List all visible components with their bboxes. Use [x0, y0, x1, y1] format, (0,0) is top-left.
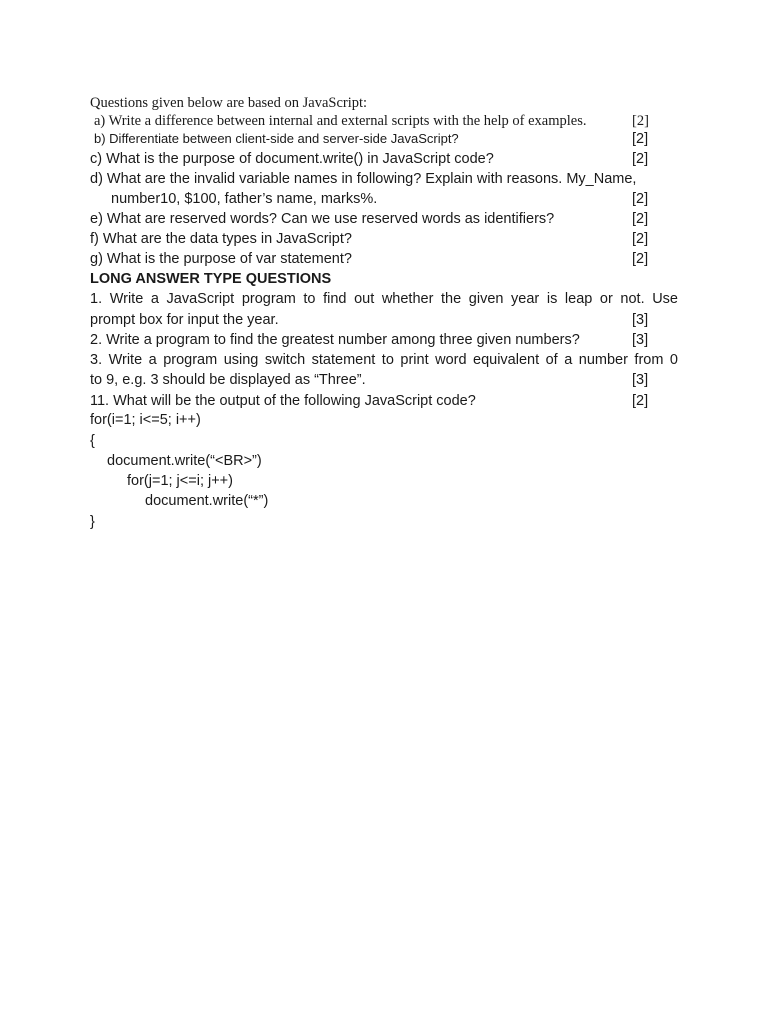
marks-a: [2] [632, 113, 649, 129]
question-c: c) What is the purpose of document.write() in JavaScript code? [90, 151, 494, 167]
marks-long-3: [3] [632, 372, 649, 388]
marks-c: [2] [632, 151, 649, 167]
marks-f: [2] [632, 231, 649, 247]
marks-b: [2] [632, 131, 649, 147]
code-line-4: for(j=1; j<=i; j++) [127, 473, 233, 489]
section-heading: LONG ANSWER TYPE QUESTIONS [90, 271, 332, 287]
long-question-2: 2. Write a program to find the greatest number among three given numbers? [90, 332, 580, 348]
long-question-1: 1. Write a JavaScript program to find out whether the given year is leap or not. Use [90, 291, 678, 307]
code-line-5: document.write(“*”) [145, 493, 269, 509]
marks-e: [2] [632, 211, 649, 227]
long-question-3: 3. Write a program using switch statement to print word equivalent of a number from 0 [90, 352, 678, 368]
question-g: g) What is the purpose of var statement? [90, 251, 352, 267]
long-question-3-continued: to 9, e.g. 3 should be displayed as “Three”. [90, 372, 366, 388]
question-e: e) What are reserved words? Can we use reserved words as identifiers? [90, 211, 555, 227]
marks-long-1: [3] [632, 312, 649, 328]
marks-d: [2] [632, 191, 649, 207]
question-f: f) What are the data types in JavaScript? [90, 231, 352, 247]
code-line-1: for(i=1; i<=5; i++) [90, 412, 201, 428]
code-line-6: } [90, 514, 95, 530]
long-question-1-continued: prompt box for input the year. [90, 312, 279, 328]
marks-g: [2] [632, 251, 649, 267]
marks-long-2: [3] [632, 332, 649, 348]
marks-long-11: [2] [632, 393, 649, 409]
code-line-3: document.write(“<BR>”) [107, 453, 262, 469]
question-a: a) Write a difference between internal and external scripts with the help of examples. [94, 113, 587, 129]
question-b: b) Differentiate between client-side and server-side JavaScript? [94, 131, 459, 146]
question-d-continued: number10, $100, father’s name, marks%. [111, 191, 378, 207]
question-d: d) What are the invalid variable names in following? Explain with reasons. My_Name, [90, 171, 637, 187]
intro-text: Questions given below are based on JavaScript: [90, 95, 368, 111]
long-question-11: 11. What will be the output of the following JavaScript code? [90, 393, 476, 409]
code-line-2: { [90, 433, 95, 449]
